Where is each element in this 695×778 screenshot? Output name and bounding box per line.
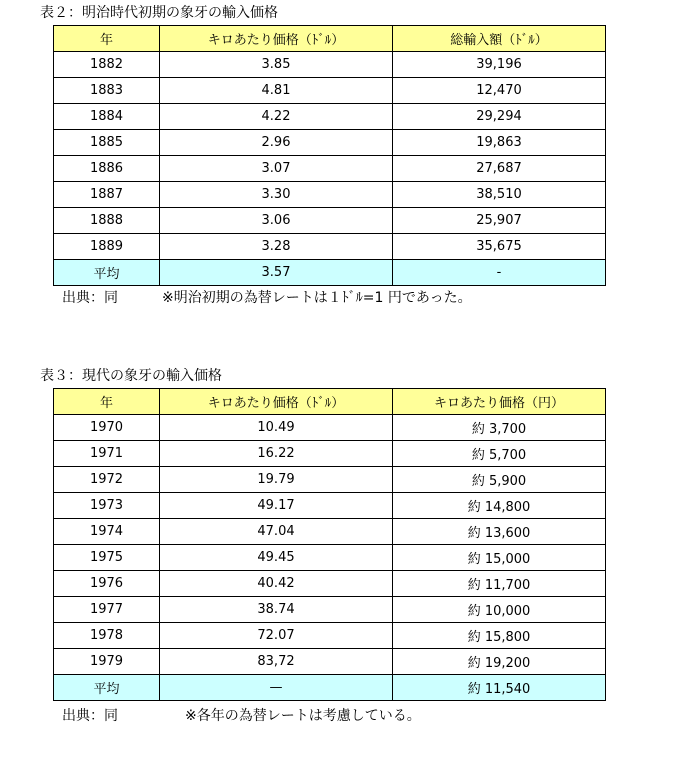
table2-row-cell: 3.30 <box>160 182 393 208</box>
table2-source: 出典：同 <box>62 290 118 306</box>
table2-row-cell: 29,294 <box>393 104 606 130</box>
table2-row-cell: 1885 <box>54 130 160 156</box>
table2-row <box>54 52 606 78</box>
table3-row-cell: 約 13,600 <box>393 519 606 545</box>
table2-row-cell: 1888 <box>54 208 160 234</box>
table2-row-cell: 12,470 <box>393 78 606 104</box>
table3-row-cell: 約 10,000 <box>393 597 606 623</box>
table3-average-row <box>54 675 606 701</box>
table3-row <box>54 623 606 649</box>
table3-row-cell: 1973 <box>54 493 160 519</box>
table3-row-cell: 1979 <box>54 649 160 675</box>
table3-average-row-cell: 平均 <box>54 675 160 701</box>
table3-row <box>54 571 606 597</box>
table3-header-row-cell: 年 <box>54 389 160 415</box>
table3-row <box>54 519 606 545</box>
table3-average-row-cell: 約 11,540 <box>393 675 606 701</box>
table3-row <box>54 649 606 675</box>
table3-row-cell: 約 14,800 <box>393 493 606 519</box>
table2-header-row-cell: キロあたり価格（ﾄﾞﾙ） <box>160 26 393 52</box>
table3-header-row-cell: キロあたり価格（円） <box>393 389 606 415</box>
table2-row <box>54 182 606 208</box>
table2-row-cell: 3.06 <box>160 208 393 234</box>
table2-row-cell: 2.96 <box>160 130 393 156</box>
table3-header-row <box>54 389 606 415</box>
table3-row-cell: 約 15,000 <box>393 545 606 571</box>
table2-row-cell: 1883 <box>54 78 160 104</box>
table2-row-cell: 4.22 <box>160 104 393 130</box>
table2-row <box>54 130 606 156</box>
table3-row-cell: 1977 <box>54 597 160 623</box>
table3-row <box>54 467 606 493</box>
table3-row-cell: 1976 <box>54 571 160 597</box>
table3-row-cell: 1978 <box>54 623 160 649</box>
table3-row <box>54 415 606 441</box>
table3-row-cell: 49.17 <box>160 493 393 519</box>
table2-row-cell: 35,675 <box>393 234 606 260</box>
table3-row-cell: 10.49 <box>160 415 393 441</box>
table3-row-cell: 40.42 <box>160 571 393 597</box>
table2-row <box>54 104 606 130</box>
table3-row-cell: 47.04 <box>160 519 393 545</box>
table2-average-row-cell: - <box>393 260 606 286</box>
table3-row-cell: 約 15,800 <box>393 623 606 649</box>
table3-row-cell: 16.22 <box>160 441 393 467</box>
table2-row-cell: 19,863 <box>393 130 606 156</box>
table2-row-cell: 1882 <box>54 52 160 78</box>
table3-row-cell: 約 11,700 <box>393 571 606 597</box>
table3 <box>53 388 606 701</box>
table2-row-cell: 3.28 <box>160 234 393 260</box>
table2-row-cell: 3.85 <box>160 52 393 78</box>
table2-header-row-cell: 総輸入額（ﾄﾞﾙ） <box>393 26 606 52</box>
table2-row <box>54 234 606 260</box>
table2-header-row-cell: 年 <box>54 26 160 52</box>
table2-caption: 表２：明治時代初期の象牙の輸入価格 <box>40 5 278 21</box>
table2-average-row <box>54 260 606 286</box>
table3-row-cell: 1972 <box>54 467 160 493</box>
table2-row-cell: 4.81 <box>160 78 393 104</box>
table2-row-cell: 38,510 <box>393 182 606 208</box>
table3-note: ※各年の為替レートは考慮している。 <box>185 708 421 724</box>
table2-row-cell: 1889 <box>54 234 160 260</box>
table2-header-row <box>54 26 606 52</box>
table3-source: 出典：同 <box>62 708 118 724</box>
table2-row-cell: 1886 <box>54 156 160 182</box>
table3-row-cell: 19.79 <box>160 467 393 493</box>
table2 <box>53 25 606 286</box>
table3-row-cell: 49.45 <box>160 545 393 571</box>
table2-row-cell: 39,196 <box>393 52 606 78</box>
table2-row <box>54 208 606 234</box>
table3-row-cell: 38.74 <box>160 597 393 623</box>
table3-row-cell: 72.07 <box>160 623 393 649</box>
table3-row-cell: 1975 <box>54 545 160 571</box>
table2-average-row-cell: 平均 <box>54 260 160 286</box>
table3-row <box>54 545 606 571</box>
table3-row <box>54 597 606 623</box>
table3-header-row-cell: キロあたり価格（ﾄﾞﾙ） <box>160 389 393 415</box>
table2-row-cell: 1884 <box>54 104 160 130</box>
table3-row-cell: 1971 <box>54 441 160 467</box>
table3-row <box>54 493 606 519</box>
table3-row-cell: 約 19,200 <box>393 649 606 675</box>
table2-row-cell: 3.07 <box>160 156 393 182</box>
table3-row-cell: 約 5,700 <box>393 441 606 467</box>
table3-row-cell: 1974 <box>54 519 160 545</box>
table2-row-cell: 1887 <box>54 182 160 208</box>
table3-row-cell: 83,72 <box>160 649 393 675</box>
table2-row-cell: 25,907 <box>393 208 606 234</box>
table3-row-cell: 約 5,900 <box>393 467 606 493</box>
table2-average-row-cell: 3.57 <box>160 260 393 286</box>
table2-note: ※明治初期の為替レートは１ﾄﾞﾙ=1 円であった。 <box>162 290 472 306</box>
table2-row <box>54 156 606 182</box>
table3-average-row-cell: — <box>160 675 393 701</box>
table3-row <box>54 441 606 467</box>
table3-row-cell: 約 3,700 <box>393 415 606 441</box>
table2-row <box>54 78 606 104</box>
table3-row-cell: 1970 <box>54 415 160 441</box>
table2-row-cell: 27,687 <box>393 156 606 182</box>
table3-caption: 表３：現代の象牙の輸入価格 <box>40 368 222 384</box>
